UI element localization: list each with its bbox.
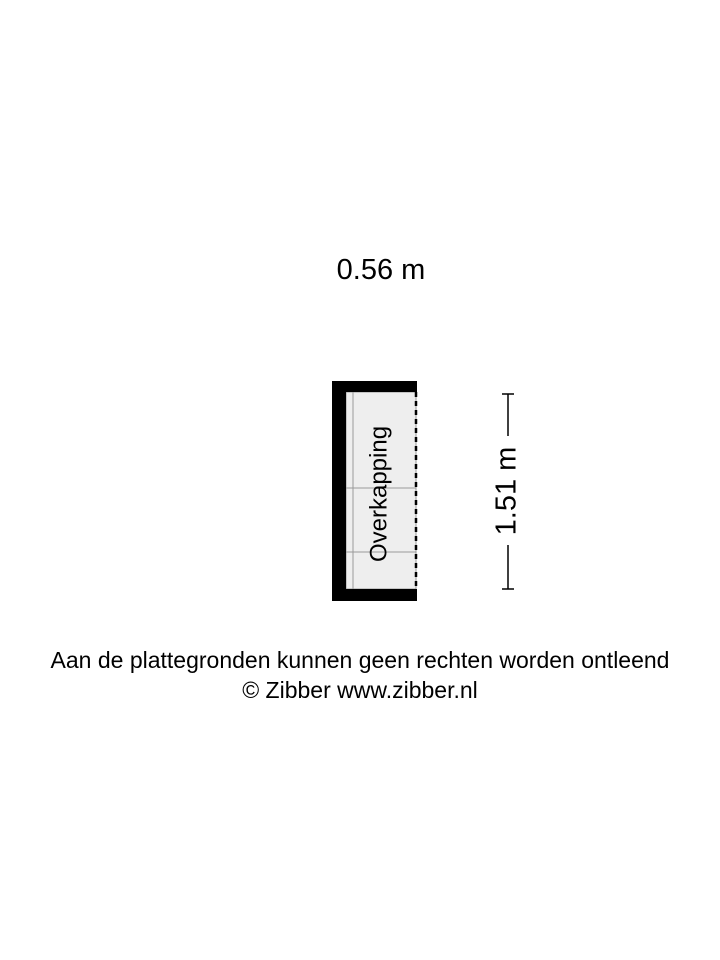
disclaimer-text: Aan de plattegronden kunnen geen rechten worden ontleend	[50, 647, 670, 673]
copyright-text: © Zibber www.zibber.nl	[242, 677, 478, 703]
wall-bottom	[332, 589, 417, 601]
footer-disclaimer	[0, 645, 720, 705]
height-dimension-label: 1.51 m	[490, 446, 523, 536]
width-dimension-label: 0.56 m	[336, 254, 426, 286]
wall-top	[332, 381, 417, 392]
wall-left	[332, 381, 346, 601]
room-label: Overkapping	[365, 425, 393, 563]
